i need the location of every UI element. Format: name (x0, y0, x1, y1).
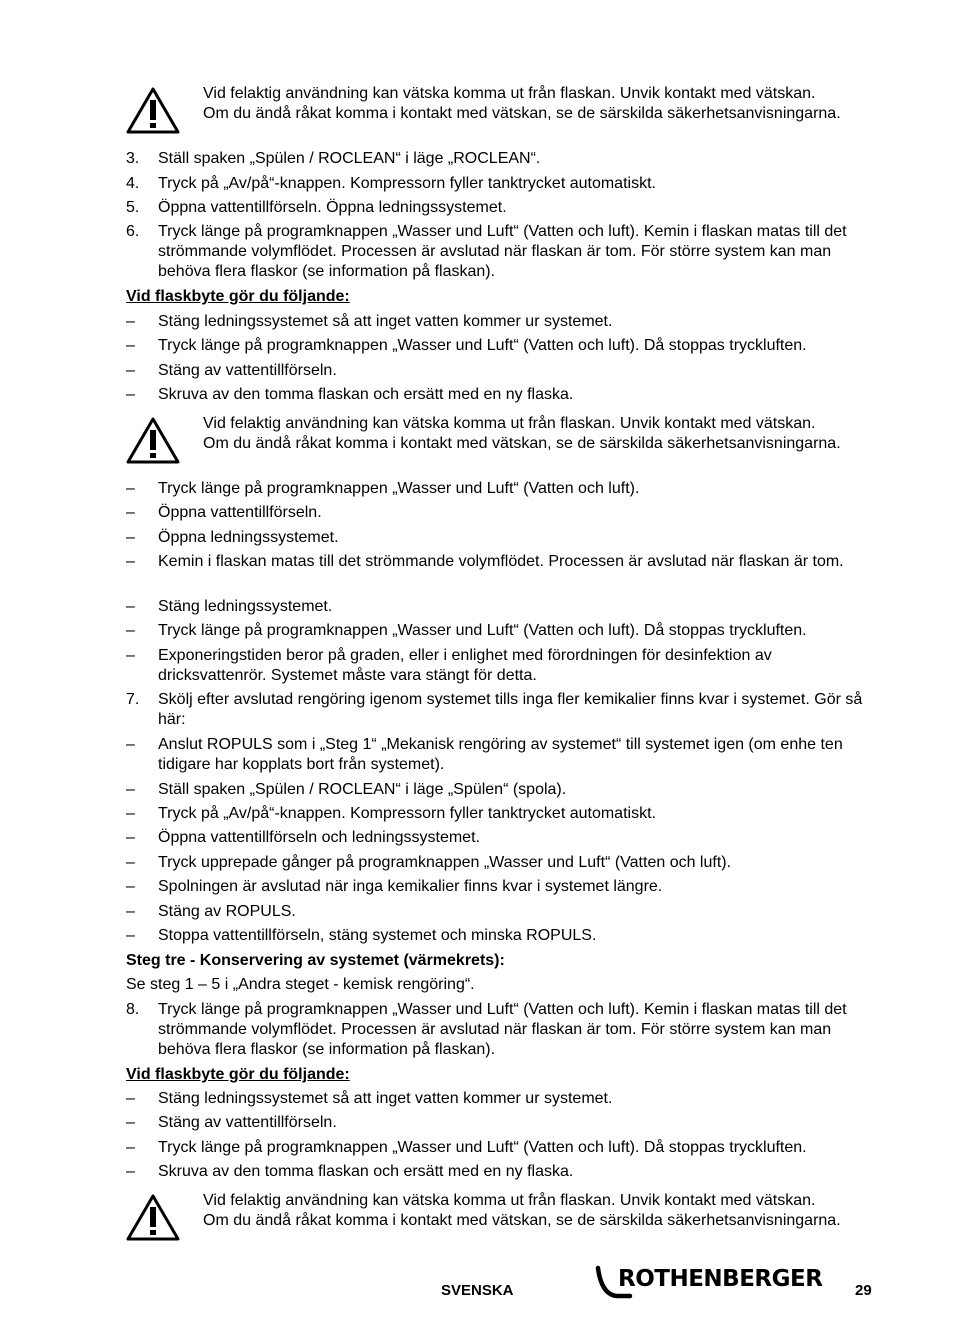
item-marker: – (126, 529, 135, 546)
item-text: Stäng ledningssystemet så att inget vatten kommer ur systemet. (158, 1090, 613, 1107)
item-text: Stäng av vattentillförseln. (158, 362, 337, 379)
item-text: Stäng av ROPULS. (158, 903, 296, 920)
item-text: Stäng ledningssystemet så att inget vatten kommer ur systemet. (158, 313, 613, 330)
item-text: Ställ spaken „Spülen / ROCLEAN“ i läge „ROCLEAN“. (158, 150, 541, 167)
warning-text: Vid felaktig användning kan vätska komma ut från flaskan. Unvik kontakt med vätskan. Om du ändå råkat komma i kontakt med vätskan, se de särskilda säkerhetsanvisningarna. (203, 415, 841, 453)
item-marker: – (126, 362, 135, 379)
item-marker: – (126, 504, 135, 521)
warning-text: Vid felaktig användning kan vätska komma ut från flaskan. Unvik kontakt med vätskan. Om du ändå råkat komma i kontakt med vätskan, se de särskilda säkerhetsanvisningarna. (203, 85, 841, 123)
item-marker: – (126, 736, 135, 753)
item-text: Stäng av vattentillförseln. (158, 1114, 337, 1131)
item-marker: – (126, 647, 135, 664)
item-marker: – (126, 598, 135, 615)
item-text: Stäng ledningssystemet. (158, 598, 333, 615)
warning-triangle-icon (126, 1193, 180, 1241)
item-text: Exponeringstiden beror på graden, eller i enlighet med förordningen för desinfektion av dricksvattenrör. Systemet måste vara stängt för detta. (158, 647, 772, 685)
item-marker: – (126, 1090, 135, 1107)
item-marker: 5. (126, 199, 140, 216)
item-text: Skruva av den tomma flaskan och ersätt med en ny flaska. (158, 386, 574, 403)
section-heading: Vid flaskbyte gör du följande: (126, 1066, 350, 1083)
item-text: Öppna vattentillförseln. Öppna ledningssystemet. (158, 199, 507, 216)
item-text: Skruva av den tomma flaskan och ersätt med en ny flaska. (158, 1163, 574, 1180)
item-marker: 8. (126, 1001, 140, 1018)
item-marker: – (126, 878, 135, 895)
brand-wordmark: ROTHENBERGER (618, 1266, 823, 1292)
item-text: Anslut ROPULS som i „Steg 1“ „Mekanisk rengöring av systemet“ till systemet igen (om enhe ten tidigare har kopplats bort från systemet). (158, 736, 843, 774)
item-marker: – (126, 829, 135, 846)
item-marker: – (126, 903, 135, 920)
item-marker: – (126, 781, 135, 798)
item-text: Öppna ledningssystemet. (158, 529, 339, 546)
item-text: Stoppa vattentillförseln, stäng systemet och minska ROPULS. (158, 927, 597, 944)
item-marker: – (126, 927, 135, 944)
item-text: Kemin i flaskan matas till det strömmande volymflödet. Processen är avslutad när flaskan är tom. (158, 553, 844, 570)
section-heading: Steg tre - Konservering av systemet (värmekrets): (126, 952, 505, 969)
item-marker: 7. (126, 691, 140, 708)
warning-triangle-icon (126, 86, 180, 134)
item-marker: – (126, 622, 135, 639)
item-text: Tryck länge på programknappen „Wasser und Luft“ (Vatten och luft). Kemin i flaskan matas till det strömmande volymflödet. Processen är avslutad när flaskan är tom. För större system kan man behöva flera flaskor (se information på flaskan). (158, 1001, 847, 1059)
reference-text: Se steg 1 – 5 i „Andra steget - kemisk rengöring“. (126, 976, 475, 993)
item-marker: – (126, 1139, 135, 1156)
item-text: Tryck på „Av/på“-knappen. Kompressorn fyller tanktrycket automatiskt. (158, 805, 656, 822)
item-text: Tryck upprepade gånger på programknappen „Wasser und Luft“ (Vatten och luft). (158, 854, 732, 871)
item-marker: – (126, 313, 135, 330)
item-marker: – (126, 553, 135, 570)
item-text: Tryck länge på programknappen „Wasser und Luft“ (Vatten och luft). Då stoppas tryckluften. (158, 622, 807, 639)
item-text: Skölj efter avslutad rengöring igenom systemet tills inga fler kemikalier finns kvar i systemet. Gör så här: (158, 691, 863, 729)
item-text: Tryck länge på programknappen „Wasser und Luft“ (Vatten och luft). Kemin i flaskan matas till det strömmande volymflödet. Processen är avslutad när flaskan är tom. För större system kan man behöva flera flaskor (se information på flaskan). (158, 223, 847, 281)
item-marker: – (126, 386, 135, 403)
warning-text: Vid felaktig användning kan vätska komma ut från flaskan. Unvik kontakt med vätskan. Om du ändå råkat komma i kontakt med vätskan, se de särskilda säkerhetsanvisningarna. (203, 1192, 841, 1230)
item-marker: – (126, 1163, 135, 1180)
warning-triangle-icon (126, 416, 180, 464)
item-text: Tryck länge på programknappen „Wasser und Luft“ (Vatten och luft). Då stoppas tryckluften. (158, 337, 807, 354)
item-text: Tryck på „Av/på“-knappen. Kompressorn fyller tanktrycket automatiskt. (158, 175, 656, 192)
item-marker: 4. (126, 175, 140, 192)
page-number: 29 (855, 1282, 872, 1299)
item-marker: – (126, 805, 135, 822)
item-text: Öppna vattentillförseln och ledningssystemet. (158, 829, 480, 846)
item-marker: 6. (126, 223, 140, 240)
section-heading: Vid flaskbyte gör du följande: (126, 288, 350, 305)
item-marker: – (126, 1114, 135, 1131)
item-text: Tryck länge på programknappen „Wasser und Luft“ (Vatten och luft). Då stoppas tryckluften. (158, 1139, 807, 1156)
item-marker: 3. (126, 150, 140, 167)
brand-logo (594, 1262, 830, 1302)
item-marker: – (126, 337, 135, 354)
item-text: Öppna vattentillförseln. (158, 504, 322, 521)
item-text: Spolningen är avslutad när inga kemikalier finns kvar i systemet längre. (158, 878, 663, 895)
item-marker: – (126, 480, 135, 497)
item-marker: – (126, 854, 135, 871)
item-text: Tryck länge på programknappen „Wasser und Luft“ (Vatten och luft). (158, 480, 640, 497)
footer-language: SVENSKA (441, 1282, 514, 1299)
item-text: Ställ spaken „Spülen / ROCLEAN“ i läge „Spülen“ (spola). (158, 781, 567, 798)
